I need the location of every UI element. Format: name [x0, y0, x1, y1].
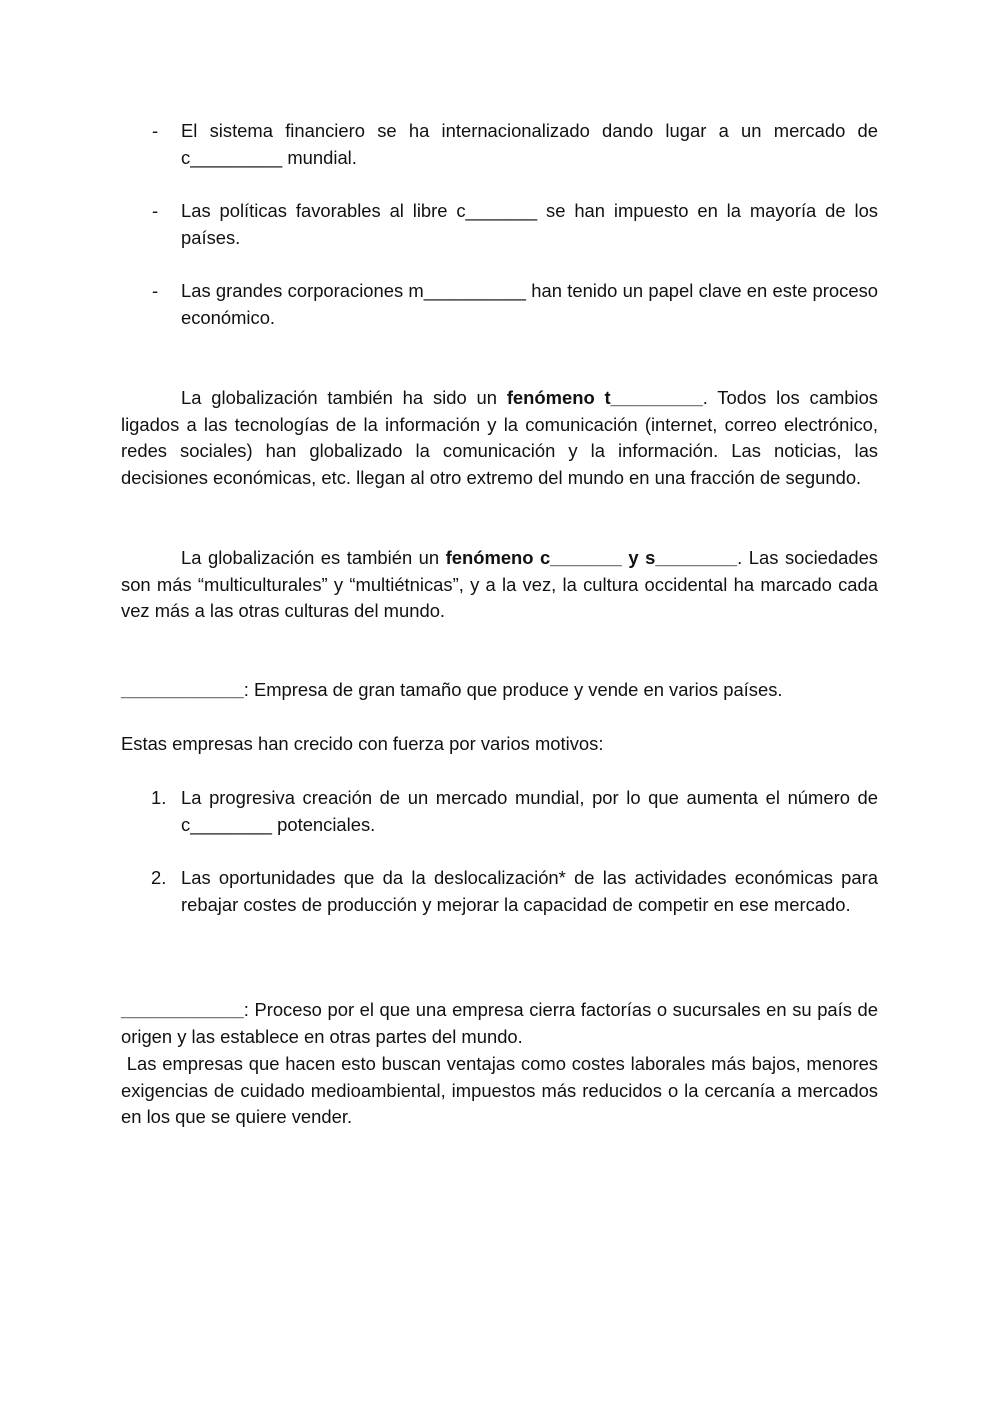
- bullet-text: Las grandes corporaciones m__________ han tenido un papel clave en este proceso económico.: [181, 280, 878, 328]
- culture-paragraph-lead: La globalización es también un: [181, 547, 446, 568]
- definition-blank: ____________: [121, 679, 244, 700]
- bullet-text: Las políticas favorables al libre c_______ se han impuesto en la mayoría de los países.: [181, 200, 878, 248]
- definition-blank: ____________: [121, 999, 244, 1020]
- bullet-marker: -: [152, 280, 159, 301]
- culture-paragraph-blank-term: fenómeno c_______ y s________: [445, 547, 738, 568]
- numbered-item-text: Las oportunidades que da la deslocalización* de las actividades económicas para rebajar costes de producción y mejorar la capacidad de competir en ese mercado.: [181, 867, 878, 915]
- numbered-item-text: La progresiva creación de un mercado mundial, por lo que aumenta el número de c________ potenciales.: [181, 787, 878, 835]
- culture-paragraph: [121, 545, 878, 625]
- bullet-marker: -: [152, 120, 159, 141]
- tech-paragraph-rest: . Todos los cambios ligados a las tecnologías de la información y la comunicación (internet, correo electrónico, redes sociales) han globalizado la comunicación y la información. Las noticias, las decisiones económicas, etc. llegan al otro extremo del mundo en una fracción de segundo.: [121, 387, 878, 488]
- number-marker: 1.: [151, 787, 167, 808]
- bullet-marker: -: [152, 200, 159, 221]
- motives-intro: Estas empresas han crecido con fuerza por varios motivos:: [121, 733, 604, 754]
- tech-paragraph-blank-term: fenómeno t_________: [506, 387, 703, 408]
- definition-text: : Empresa de gran tamaño que produce y vende en varios países.: [243, 679, 783, 700]
- definition-text: : Proceso por el que una empresa cierra factorías o sucursales en su país de origen y las establece en otras partes del mundo.: [121, 999, 878, 1047]
- definition-multinational: [121, 677, 878, 704]
- tech-paragraph-lead: La globalización también ha sido un: [181, 387, 507, 408]
- closing-paragraph: Las empresas que hacen esto buscan ventajas como costes laborales más bajos, menores exigencias de cuidado medioambiental, impuestos más reducidos o la cercanía a mercados en los que se quiere vender.: [121, 1053, 884, 1127]
- definition-relocation: [121, 997, 878, 1050]
- culture-paragraph-rest: . Las sociedades son más “multiculturales” y “multiétnicas”, y a la vez, la cultura occidental ha marcado cada vez más a las otras culturas del mundo.: [121, 547, 878, 621]
- bullet-text: El sistema financiero se ha internacionalizado dando lugar a un mercado de c_________ mundial.: [181, 120, 878, 168]
- tech-paragraph: [121, 385, 878, 491]
- number-marker: 2.: [151, 867, 167, 888]
